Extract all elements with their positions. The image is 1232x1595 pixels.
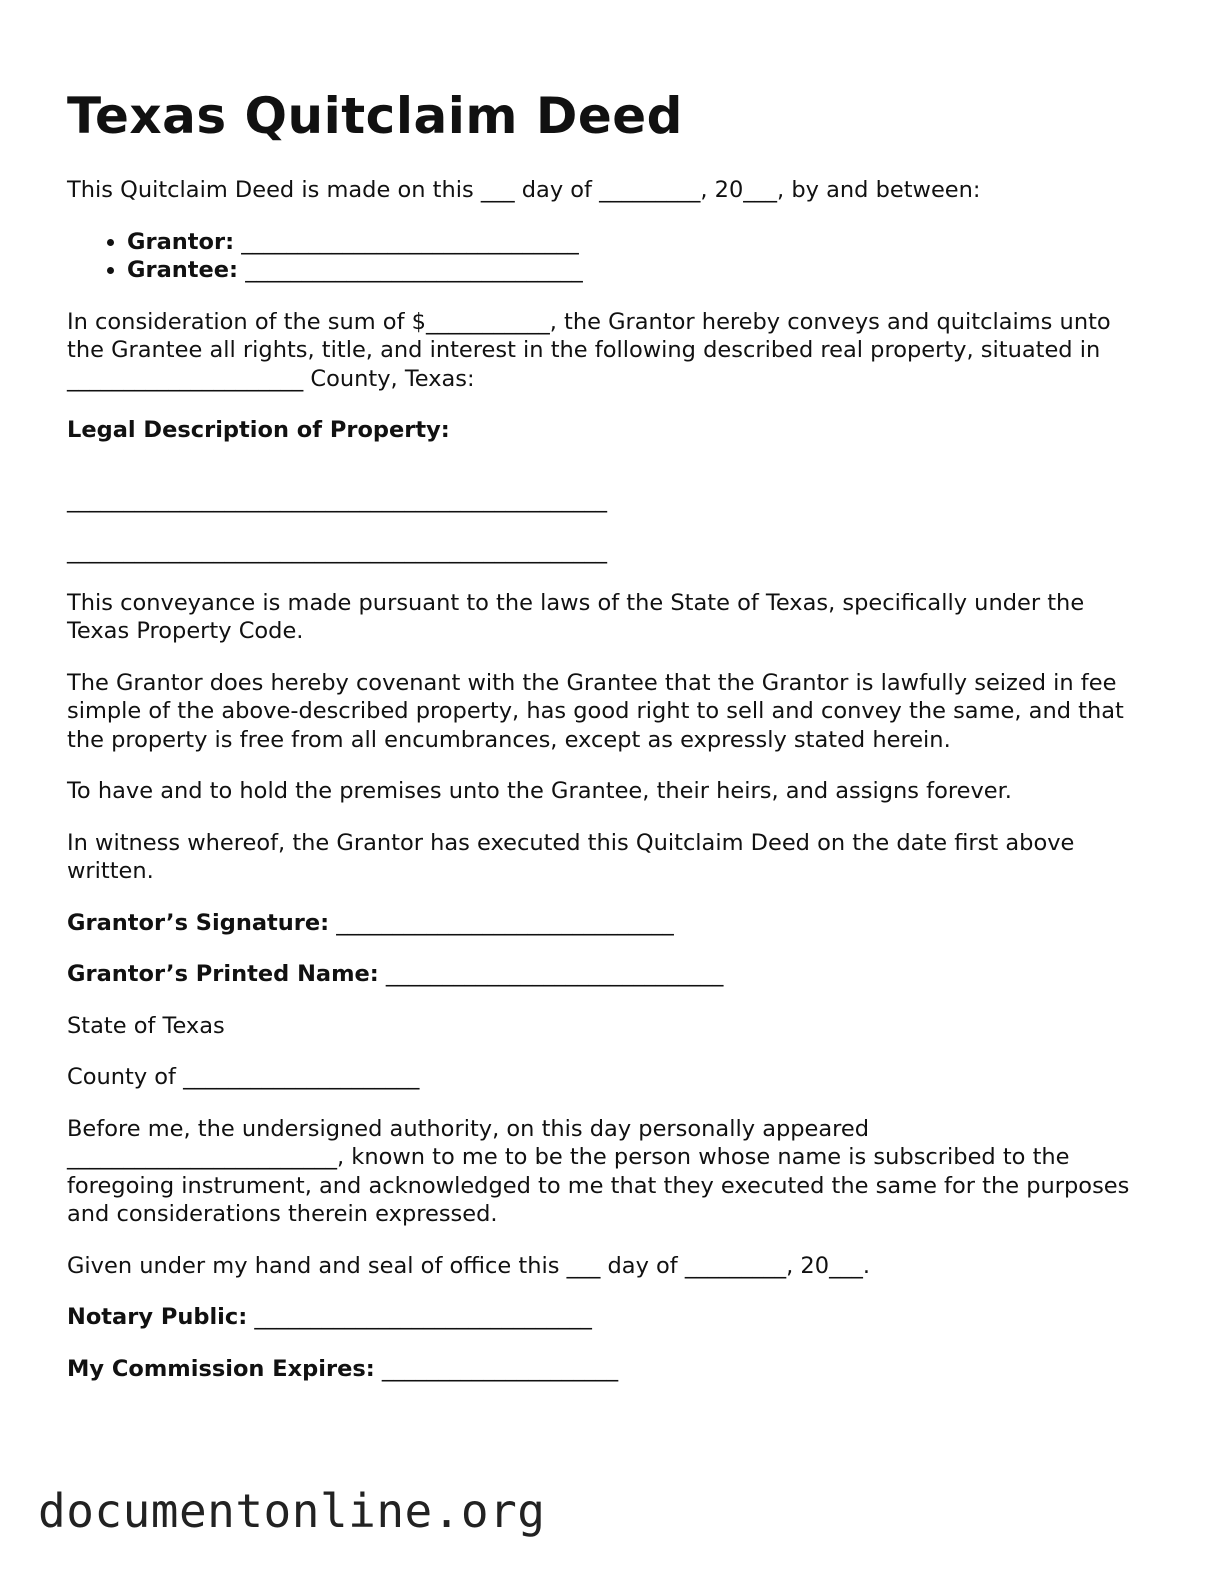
parties-list [67,228,1147,285]
consideration-paragraph: In consideration of the sum of $___________, the Grantor hereby conveys and quitclaims unto the Grantee all rights, title, and interest in the following described real property, situated in _____________________ County, Texas: [67,308,1111,392]
printed-name-line [67,960,1147,989]
legal-description-line-2: ________________________________________________ [67,538,607,564]
commission-blank: _____________________ [374,1355,619,1382]
grantor-blank: ______________________________ [241,228,579,255]
given-paragraph: Given under my hand and seal of office this ___ day of _________, 20___. [67,1252,870,1279]
habendum-paragraph: To have and to hold the premises unto the Grantee, their heirs, and assigns forever. [67,778,1012,804]
notary-label: Notary Public: [67,1304,248,1330]
acknowledgment-paragraph: Before me, the undersigned authority, on this day personally appeared ________________________, known to me to be the person whose name is subscribed to the foregoing instrument, and acknowledged to me that they executed the same for the purposes and considerations therein expressed. [67,1115,1130,1227]
covenant-paragraph: The Grantor does hereby covenant with the Grantee that the Grantor is lawfully seized in fee simple of the above-described property, has good right to sell and convey the same, and that the property is free from all encumbrances, except as expressly stated herein. [67,669,1124,753]
grantee-blank: ______________________________ [245,257,583,283]
commission-line [67,1355,1147,1384]
printed-name-label: Grantor’s Printed Name: [67,961,379,987]
intro-paragraph: This Quitclaim Deed is made on this ___ day of _________, 20___, by and between: [67,177,981,203]
county-line: County of _____________________ [67,1064,420,1090]
party-grantor [127,228,1147,257]
deed-document [67,80,1147,1406]
notary-blank: ______________________________ [247,1304,592,1330]
witness-paragraph: In witness whereof, the Grantor has executed this Quitclaim Deed on the date first above written. [67,829,1075,884]
printed-name-blank: ______________________________ [378,961,724,987]
document-title: Texas Quitclaim Deed [67,87,683,145]
notary-line [67,1303,1147,1332]
legal-description-line-1: ________________________________________________ [67,486,607,513]
site-watermark: documentonline.org [38,1484,546,1538]
legal-description-heading: Legal Description of Property: [67,417,450,443]
legal-spacer [67,468,1147,486]
party-grantee [127,256,1147,285]
commission-label: My Commission Expires: [67,1355,375,1382]
law-paragraph: This conveyance is made pursuant to the laws of the State of Texas, specifically under the Texas Property Code. [67,589,1085,644]
signature-line [67,909,1147,938]
signature-label: Grantor’s Signature: [67,909,330,936]
signature-blank: ______________________________ [329,909,674,936]
state-line: State of Texas [67,1012,225,1039]
grantee-label: Grantee: [127,257,239,283]
grantor-label: Grantor: [127,228,235,255]
